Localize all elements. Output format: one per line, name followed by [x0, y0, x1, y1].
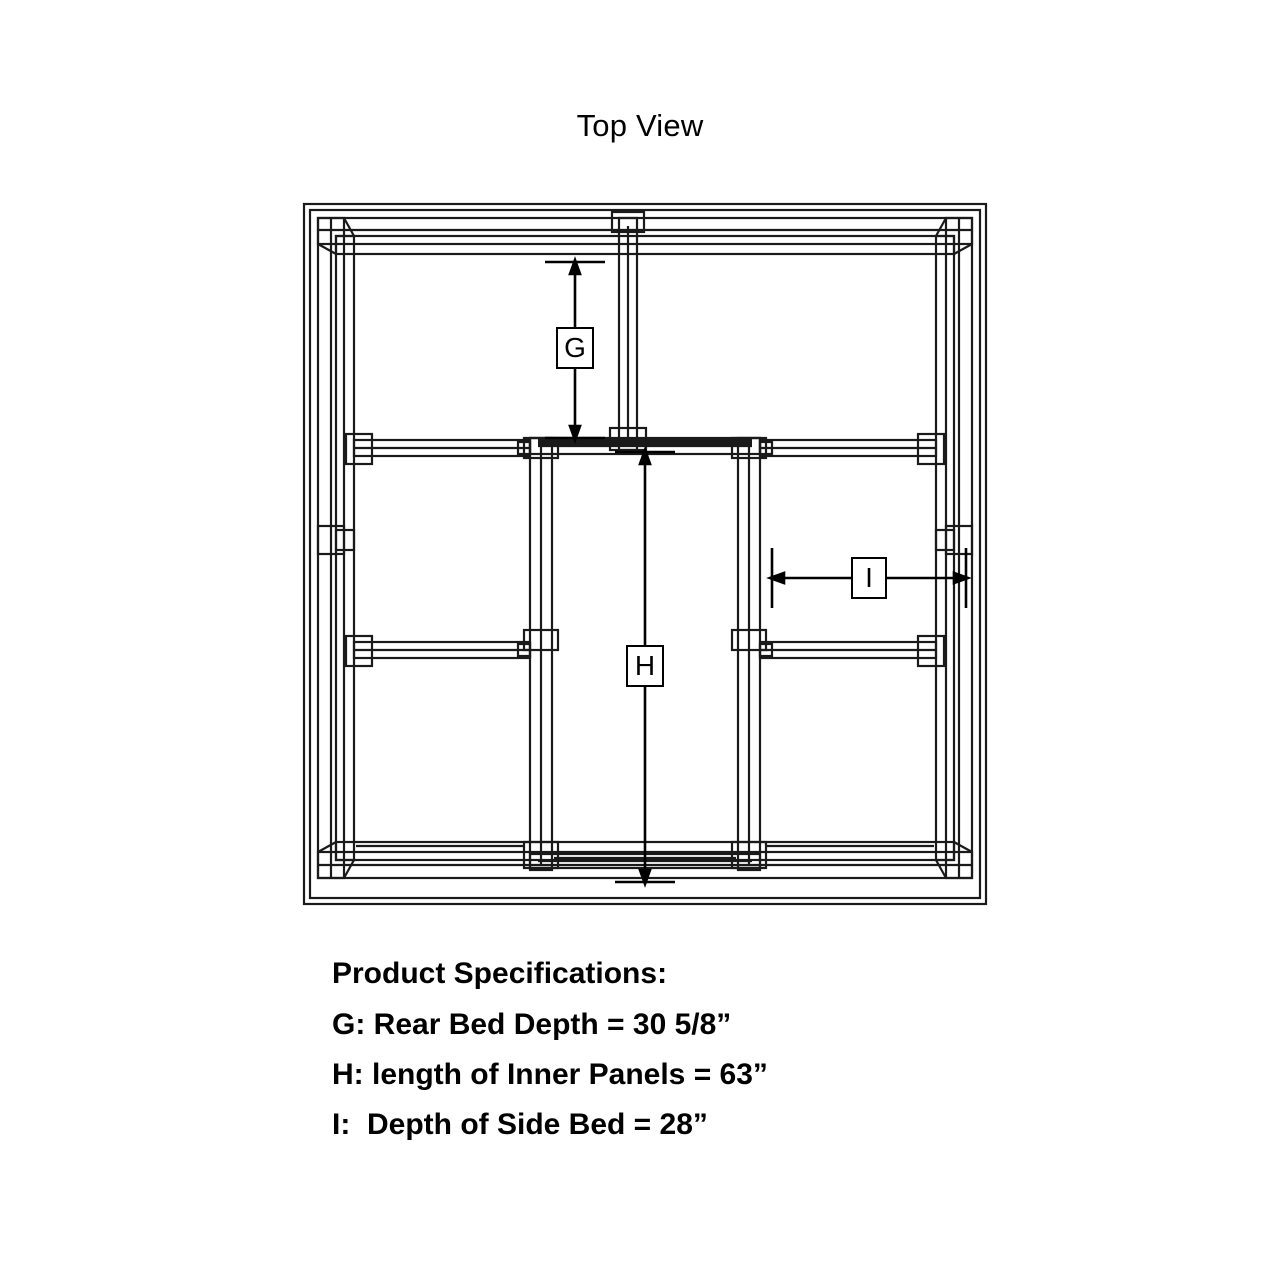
spec-item-h: H: length of Inner Panels = 63” [332, 1058, 768, 1091]
specs-heading: Product Specifications: [332, 957, 668, 990]
spec-item-i: I: Depth of Side Bed = 28” [332, 1108, 708, 1141]
dimension-label-I [852, 558, 886, 598]
product-specifications [332, 948, 1232, 1150]
dimension-H-text: H [634, 650, 656, 681]
dimension-label-G [557, 328, 593, 368]
page-title: Top View [576, 108, 704, 143]
dimension-label-H [627, 646, 663, 686]
spec-item-g: G: Rear Bed Depth = 30 5/8” [332, 1008, 732, 1041]
dimension-G-text: G [564, 332, 586, 363]
dimension-I-text: I [865, 562, 873, 593]
top-view-diagram [290, 190, 1000, 920]
